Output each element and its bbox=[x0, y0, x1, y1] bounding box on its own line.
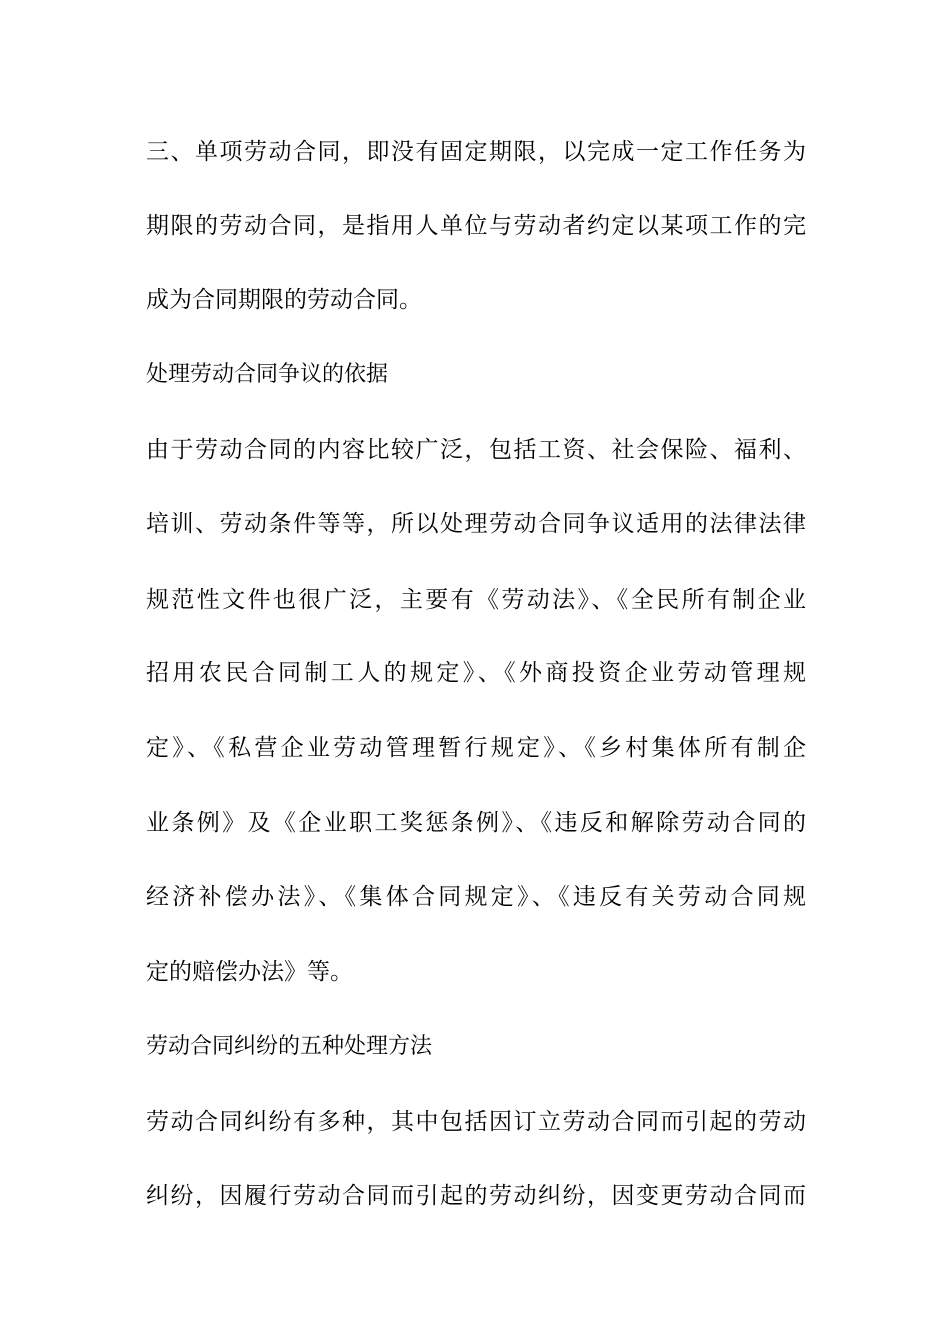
paragraph-line: 定的赔偿办法》等。 bbox=[146, 959, 353, 985]
paragraph-line: 劳动合同纠纷有多种，其中包括因订立劳动合同而引起的劳动 bbox=[146, 1109, 806, 1135]
paragraph-line: 由于劳动合同的内容比较广泛，包括工资、社会保险、福利、 bbox=[146, 437, 806, 463]
paragraph-line: 成为合同期限的劳动合同。 bbox=[146, 287, 422, 313]
paragraph-line: 定》、《私营企业劳动管理暂行规定》、《乡村集体所有制企 bbox=[146, 735, 806, 761]
paragraph-line: 三、单项劳动合同，即没有固定期限，以完成一定工作任务为 bbox=[146, 139, 806, 165]
section-heading: 劳动合同纠纷的五种处理方法 bbox=[146, 1034, 433, 1059]
paragraph-line: 培训、劳动条件等等，所以处理劳动合同争议适用的法律法律 bbox=[146, 511, 806, 537]
section-heading: 处理劳动合同争议的依据 bbox=[146, 362, 389, 387]
paragraph-line: 业条例》及《企业职工奖惩条例》、《违反和解除劳动合同的 bbox=[146, 810, 806, 836]
paragraph-line: 招用农民合同制工人的规定》、《外商投资企业劳动管理规 bbox=[146, 660, 806, 686]
paragraph-line: 规范性文件也很广泛，主要有《劳动法》、《全民所有制企业 bbox=[146, 587, 806, 613]
paragraph-line: 期限的劳动合同，是指用人单位与劳动者约定以某项工作的完 bbox=[146, 213, 806, 239]
paragraph-line: 经济补偿办法》、《集体合同规定》、《违反有关劳动合同规 bbox=[146, 884, 806, 910]
paragraph-line: 纠纷，因履行劳动合同而引起的劳动纠纷，因变更劳动合同而 bbox=[146, 1183, 806, 1209]
